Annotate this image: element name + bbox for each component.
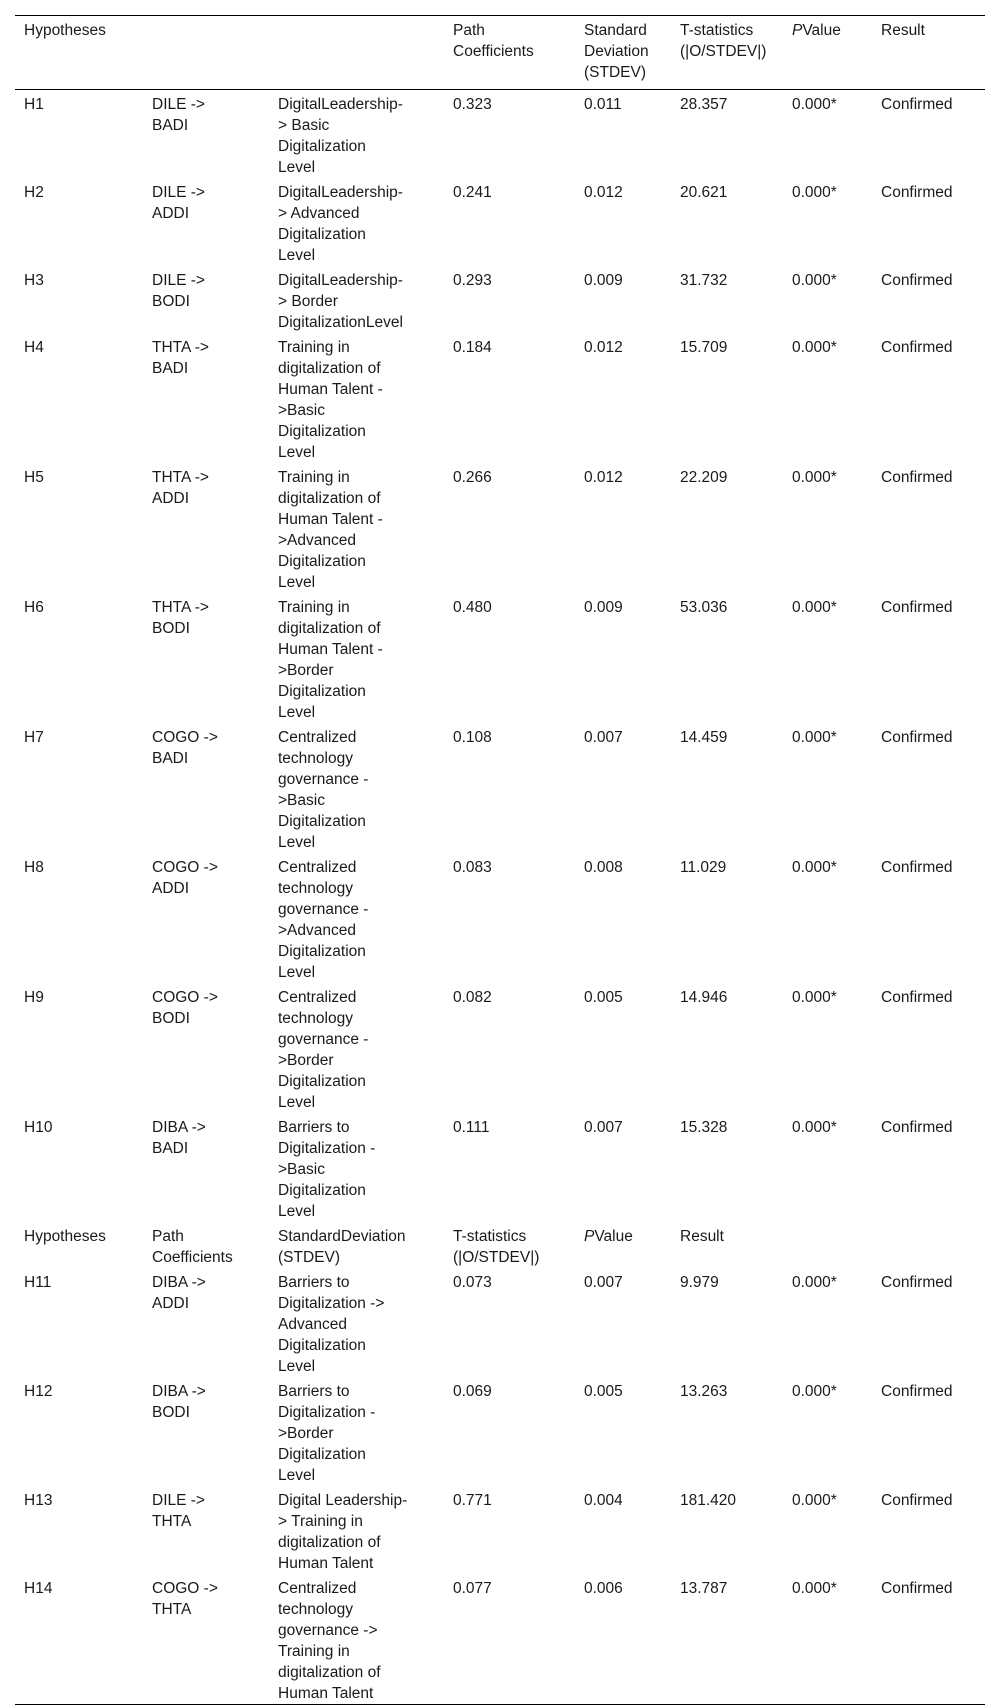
result-cell: Confirmed <box>881 469 953 486</box>
table-body <box>15 90 985 1705</box>
t-statistic-cell: 15.709 <box>680 339 728 356</box>
subheader-p-rest: Value <box>594 1228 633 1245</box>
path-coefficient-cell: 0.771 <box>453 1492 492 1509</box>
standard-deviation-cell: 0.008 <box>584 859 623 876</box>
path-coefficient-cell: 0.266 <box>453 469 492 486</box>
header-path-coefficients: Path Coefficients <box>444 16 575 90</box>
path-description-cell: Centralized technology governance -> Training in digitalization of Human Talent <box>278 1580 381 1702</box>
table-row <box>15 593 985 723</box>
hypothesis-id-cell: H5 <box>24 469 44 486</box>
table-row <box>15 266 985 333</box>
p-value-cell: 0.000* <box>792 272 837 289</box>
standard-deviation-cell: 0.009 <box>584 272 623 289</box>
header-p-italic: P <box>792 22 803 39</box>
result-cell: Confirmed <box>881 1492 953 1509</box>
path-coefficient-cell: 0.073 <box>453 1274 492 1291</box>
path-code-cell: COGO -> BADI <box>152 729 218 767</box>
path-description-cell: Centralized technology governance - >Advanced Digitalization Level <box>278 859 369 981</box>
path-coefficient-cell: 0.323 <box>453 96 492 113</box>
hypothesis-id-cell: H2 <box>24 184 44 201</box>
p-value-cell: 0.000* <box>792 1119 837 1136</box>
p-value-cell: 0.000* <box>792 184 837 201</box>
path-coefficient-cell: 0.293 <box>453 272 492 289</box>
path-coefficient-cell: 0.108 <box>453 729 492 746</box>
standard-deviation-cell: 0.007 <box>584 729 623 746</box>
subheader-standard-deviation: StandardDeviation (STDEV) <box>278 1228 406 1266</box>
path-code-cell: DIBA -> ADDI <box>152 1274 206 1312</box>
table-header <box>15 16 985 90</box>
path-code-cell: DIBA -> BADI <box>152 1119 206 1157</box>
p-value-cell: 0.000* <box>792 1383 837 1400</box>
hypothesis-id-cell: H4 <box>24 339 44 356</box>
table-row <box>15 853 985 983</box>
table-row <box>15 1486 985 1574</box>
header-hypotheses: Hypotheses <box>15 16 143 90</box>
table-row <box>15 463 985 593</box>
t-statistic-cell: 14.946 <box>680 989 728 1006</box>
path-description-cell: Training in digitalization of Human Talent - >Advanced Digitalization Level <box>278 469 383 591</box>
subheader-p-value <box>575 1222 671 1268</box>
path-code-cell: DIBA -> BODI <box>152 1383 206 1421</box>
path-description-cell: Training in digitalization of Human Talent - >Basic Digitalization Level <box>278 339 383 461</box>
table-row <box>15 1377 985 1486</box>
hypothesis-id-cell: H8 <box>24 859 44 876</box>
path-code-cell: DILE -> ADDI <box>152 184 205 222</box>
hypothesis-id-cell: H13 <box>24 1492 53 1509</box>
hypothesis-id-cell: H14 <box>24 1580 53 1597</box>
standard-deviation-cell: 0.005 <box>584 989 623 1006</box>
path-description-cell: Barriers to Digitalization - >Border Digitalization Level <box>278 1383 376 1484</box>
hypothesis-id-cell: H10 <box>24 1119 53 1136</box>
subheader-p-italic: P <box>584 1228 595 1245</box>
p-value-cell: 0.000* <box>792 1580 837 1597</box>
t-statistic-cell: 11.029 <box>680 859 727 876</box>
standard-deviation-cell: 0.007 <box>584 1119 623 1136</box>
result-cell: Confirmed <box>881 729 953 746</box>
path-code-cell: COGO -> THTA <box>152 1580 218 1618</box>
p-value-cell: 0.000* <box>792 859 837 876</box>
result-cell: Confirmed <box>881 339 953 356</box>
table-row <box>15 723 985 853</box>
table-row <box>15 90 985 179</box>
result-cell: Confirmed <box>881 1119 953 1136</box>
subheader-hypotheses: Hypotheses <box>24 1228 106 1245</box>
subheader-blank-2 <box>872 1222 985 1268</box>
path-code-cell: THTA -> ADDI <box>152 469 209 507</box>
standard-deviation-cell: 0.005 <box>584 1383 623 1400</box>
table-row <box>15 1268 985 1377</box>
hypothesis-id-cell: H3 <box>24 272 44 289</box>
standard-deviation-cell: 0.012 <box>584 184 623 201</box>
hypothesis-id-cell: H7 <box>24 729 44 746</box>
t-statistic-cell: 28.357 <box>680 96 728 113</box>
t-statistic-cell: 20.621 <box>680 184 728 201</box>
header-blank-1 <box>143 16 269 90</box>
header-standard-deviation: Standard Deviation (STDEV) <box>575 16 671 90</box>
t-statistic-cell: 13.787 <box>680 1580 728 1597</box>
standard-deviation-cell: 0.009 <box>584 599 623 616</box>
hypotheses-table-container <box>15 15 985 1705</box>
hypothesis-id-cell: H1 <box>24 96 44 113</box>
hypothesis-id-cell: H11 <box>24 1274 52 1291</box>
hypothesis-id-cell: H6 <box>24 599 44 616</box>
result-cell: Confirmed <box>881 1580 953 1597</box>
result-cell: Confirmed <box>881 599 953 616</box>
path-description-cell: DigitalLeadership- > Border DigitalizationLevel <box>278 272 403 331</box>
p-value-cell: 0.000* <box>792 729 837 746</box>
path-coefficient-cell: 0.480 <box>453 599 492 616</box>
header-p-rest: Value <box>802 22 841 39</box>
result-cell: Confirmed <box>881 272 953 289</box>
t-statistic-cell: 31.732 <box>680 272 728 289</box>
path-description-cell: Training in digitalization of Human Talent - >Border Digitalization Level <box>278 599 383 721</box>
t-statistic-cell: 22.209 <box>680 469 728 486</box>
result-cell: Confirmed <box>881 1274 953 1291</box>
table-row <box>15 178 985 266</box>
path-description-cell: Centralized technology governance - >Basic Digitalization Level <box>278 729 369 851</box>
p-value-cell: 0.000* <box>792 96 837 113</box>
path-description-cell: DigitalLeadership- > Basic Digitalization Level <box>278 96 403 176</box>
header-t-statistics: T-statistics (|O/STDEV|) <box>671 16 783 90</box>
p-value-cell: 0.000* <box>792 1274 837 1291</box>
subheader-t-statistics: T-statistics (|O/STDEV|) <box>453 1228 540 1266</box>
path-code-cell: THTA -> BODI <box>152 599 209 637</box>
path-coefficient-cell: 0.069 <box>453 1383 492 1400</box>
t-statistic-cell: 14.459 <box>680 729 728 746</box>
path-description-cell: Barriers to Digitalization -> Advanced Digitalization Level <box>278 1274 385 1375</box>
path-description-cell: Digital Leadership- > Training in digitalization of Human Talent <box>278 1492 408 1572</box>
subheader-result: Result <box>680 1228 724 1245</box>
header-result: Result <box>872 16 985 90</box>
subheader-row <box>15 1222 985 1268</box>
header-p-value <box>783 16 872 90</box>
path-coefficient-cell: 0.184 <box>453 339 492 356</box>
t-statistic-cell: 13.263 <box>680 1383 728 1400</box>
t-statistic-cell: 181.420 <box>680 1492 737 1509</box>
standard-deviation-cell: 0.006 <box>584 1580 623 1597</box>
result-cell: Confirmed <box>881 859 953 876</box>
result-cell: Confirmed <box>881 989 953 1006</box>
hypothesis-id-cell: H12 <box>24 1383 53 1400</box>
standard-deviation-cell: 0.011 <box>584 96 622 113</box>
subheader-blank-1 <box>783 1222 872 1268</box>
path-code-cell: COGO -> ADDI <box>152 859 218 897</box>
table-row <box>15 333 985 463</box>
path-code-cell: THTA -> BADI <box>152 339 209 377</box>
path-code-cell: DILE -> BODI <box>152 272 205 310</box>
result-cell: Confirmed <box>881 96 953 113</box>
p-value-cell: 0.000* <box>792 339 837 356</box>
table-row <box>15 983 985 1113</box>
path-description-cell: Centralized technology governance - >Border Digitalization Level <box>278 989 369 1111</box>
p-value-cell: 0.000* <box>792 989 837 1006</box>
path-code-cell: DILE -> THTA <box>152 1492 205 1530</box>
table-row <box>15 1113 985 1222</box>
path-description-cell: Barriers to Digitalization - >Basic Digitalization Level <box>278 1119 376 1220</box>
p-value-cell: 0.000* <box>792 599 837 616</box>
standard-deviation-cell: 0.012 <box>584 339 623 356</box>
table-row <box>15 1574 985 1705</box>
path-coefficient-cell: 0.077 <box>453 1580 492 1597</box>
p-value-cell: 0.000* <box>792 1492 837 1509</box>
t-statistic-cell: 9.979 <box>680 1274 719 1291</box>
t-statistic-cell: 15.328 <box>680 1119 728 1136</box>
path-description-cell: DigitalLeadership- > Advanced Digitalization Level <box>278 184 403 264</box>
result-cell: Confirmed <box>881 184 953 201</box>
standard-deviation-cell: 0.007 <box>584 1274 623 1291</box>
hypotheses-table <box>15 15 985 1705</box>
result-cell: Confirmed <box>881 1383 953 1400</box>
path-code-cell: DILE -> BADI <box>152 96 205 134</box>
standard-deviation-cell: 0.012 <box>584 469 623 486</box>
path-code-cell: COGO -> BODI <box>152 989 218 1027</box>
path-coefficient-cell: 0.241 <box>453 184 492 201</box>
hypothesis-id-cell: H9 <box>24 989 44 1006</box>
header-row <box>15 16 985 90</box>
path-coefficient-cell: 0.083 <box>453 859 492 876</box>
standard-deviation-cell: 0.004 <box>584 1492 623 1509</box>
path-coefficient-cell: 0.082 <box>453 989 492 1006</box>
p-value-cell: 0.000* <box>792 469 837 486</box>
path-coefficient-cell: 0.111 <box>453 1119 490 1136</box>
header-blank-2 <box>269 16 444 90</box>
subheader-path-coefficients: Path Coefficients <box>152 1228 233 1266</box>
t-statistic-cell: 53.036 <box>680 599 728 616</box>
